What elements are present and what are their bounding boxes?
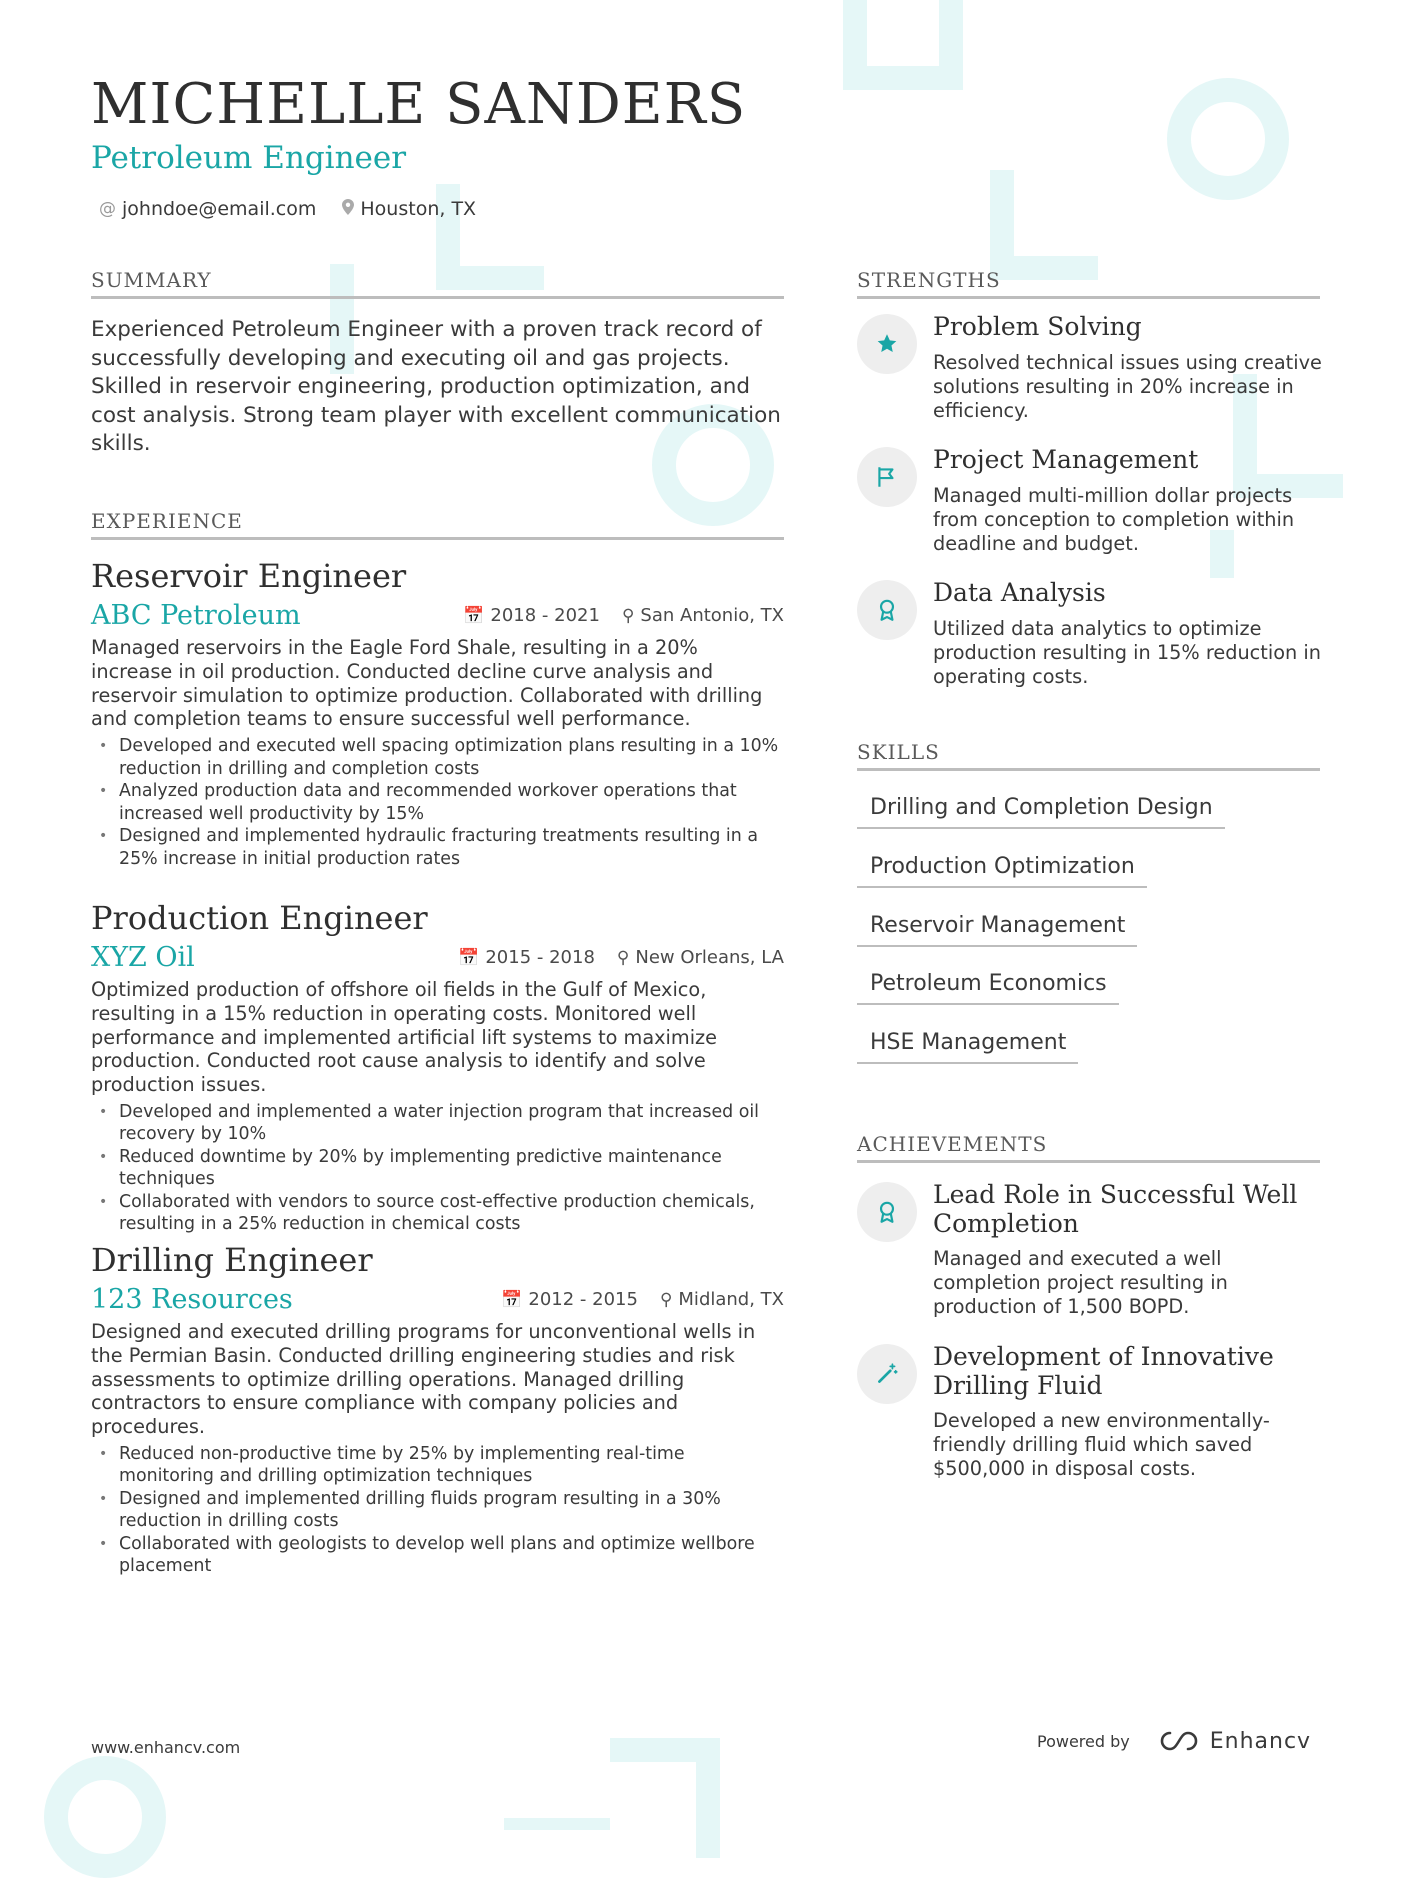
location-pin-icon: ⚲ — [621, 605, 635, 626]
job-title: Production Engineer — [91, 899, 428, 937]
calendar-icon: 📅 — [463, 605, 485, 626]
job-description: Designed and executed drilling programs for unconventional wells in the Permian Basin. Conducted drilling engineering studies and risk assessments to optimize drilling operations. Managed drilling contractors to ensure compliance with company policies and procedures. — [91, 1320, 756, 1439]
award-icon — [857, 1182, 917, 1242]
bullet-item: • Reduced downtime by 20% by implementing predictive maintenance techniques — [91, 1146, 784, 1191]
section-title-skills: SKILLS — [857, 740, 1320, 771]
enhancv-logo-icon — [1156, 1728, 1202, 1754]
section-title-strengths: STRENGTHS — [857, 268, 1320, 299]
job-description: Optimized production of offshore oil fields in the Gulf of Mexico, resulting in a 15% reduction in operating costs. Monitored well performance and implemented artificial lift systems to maximize production. Conducted root cause analysis to identify and solve production issues. — [91, 978, 718, 1097]
skill-tag: Production Optimization — [857, 854, 1147, 888]
contact-info — [99, 198, 476, 220]
calendar-icon: 📅 — [501, 1289, 523, 1310]
achievement-description: Developed a new environmentally-friendly drilling fluid which saved $500,000 in disposal costs. — [933, 1409, 1270, 1480]
company-name: ABC Petroleum — [91, 599, 301, 631]
contact-location — [342, 198, 476, 220]
company-name: 123 Resources — [91, 1283, 293, 1315]
experience-entry — [91, 898, 784, 1236]
brand-name: Enhancv — [1209, 1728, 1312, 1754]
bullet-item: • Collaborated with vendors to source cost-effective production chemicals, resulting in a 25% reduction in chemical costs — [91, 1191, 784, 1236]
bullet-item: • Analyzed production data and recommended workover operations that increased well productivity by 15% — [91, 780, 784, 825]
decor-ring-top — [1167, 78, 1289, 200]
bullet-item: • Developed and executed well spacing optimization plans resulting in a 10% reduction in drilling and completion costs — [91, 735, 784, 780]
achievement-description: Managed and executed a well completion project resulting in production of 1,500 BOPD. — [933, 1247, 1228, 1318]
experience-entry — [91, 1240, 784, 1578]
strength-item — [857, 578, 1321, 688]
job-description: Managed reservoirs in the Eagle Ford Shale, resulting in a 20% increase in oil production. Conducted decline curve analysis and reservoir simulation to optimize production. Collaborated with drilling and completion teams to ensure successful well performance. — [91, 636, 763, 731]
job-bullets — [91, 1443, 784, 1578]
skill-tag: Petroleum Economics — [857, 971, 1119, 1005]
decor-bar-bottom — [504, 1818, 610, 1830]
bullet-item: • Designed and implemented hydraulic fracturing treatments resulting in a 25% increase in initial production rates — [91, 825, 784, 870]
location-pin-icon: ⚲ — [659, 1289, 673, 1310]
decor-square-top — [843, 0, 963, 90]
candidate-role: Petroleum Engineer — [91, 140, 407, 176]
company-name: XYZ Oil — [91, 941, 195, 973]
magic-wand-icon — [857, 1344, 917, 1404]
email-text: johndoe@email.com — [122, 198, 317, 220]
strength-item — [857, 312, 1322, 422]
bullet-item: • Designed and implemented drilling fluids program resulting in a 30% reduction in drilling costs — [91, 1488, 784, 1533]
achievement-item — [857, 1180, 1317, 1320]
job-dates: 📅 2012 - 2015 — [501, 1288, 638, 1310]
achievement-title: Development of Innovative Drilling Fluid — [933, 1342, 1274, 1400]
at-icon: @ — [99, 199, 116, 219]
strength-title: Problem Solving — [933, 312, 1142, 341]
job-dates: 📅 2018 - 2021 — [463, 604, 600, 626]
bullet-item: • Developed and implemented a water injection program that increased oil recovery by 10% — [91, 1101, 784, 1146]
location-text: Houston, TX — [360, 198, 477, 220]
strength-title: Data Analysis — [933, 578, 1106, 607]
section-title-achievements: ACHIEVEMENTS — [857, 1132, 1320, 1163]
strength-description: Managed multi-million dollar projects from conception to completion within deadline and budget. — [933, 484, 1295, 555]
decor-ring-bottom — [44, 1756, 166, 1878]
section-title-experience: EXPERIENCE — [91, 509, 784, 540]
job-location: ⚲ Midland, TX — [659, 1288, 784, 1310]
achievement-title: Lead Role in Successful Well Completion — [933, 1180, 1298, 1238]
footer-branding — [1037, 1728, 1311, 1754]
bullet-item: • Reduced non-productive time by 25% by implementing real-time monitoring and drilling optimization techniques — [91, 1443, 784, 1488]
brand-logo[interactable] — [1156, 1728, 1311, 1754]
award-icon — [857, 580, 917, 640]
strength-title: Project Management — [933, 445, 1199, 474]
job-location: ⚲ San Antonio, TX — [621, 604, 784, 626]
strength-item — [857, 445, 1317, 555]
bullet-item: • Collaborated with geologists to develop well plans and optimize wellbore placement — [91, 1533, 784, 1578]
job-title: Drilling Engineer — [91, 1241, 373, 1279]
decor-square-bottom — [610, 1738, 720, 1858]
job-title: Reservoir Engineer — [91, 557, 407, 595]
location-pin-icon: ⚲ — [616, 947, 630, 968]
star-icon — [857, 314, 917, 374]
location-pin-icon — [342, 199, 354, 220]
strength-description: Utilized data analytics to optimize production resulting in 15% reduction in operating costs. — [933, 617, 1321, 688]
flag-icon — [857, 447, 917, 507]
skill-tag: Drilling and Completion Design — [857, 795, 1225, 829]
skill-tag: HSE Management — [857, 1030, 1078, 1064]
powered-by-text: Powered by — [1037, 1731, 1130, 1751]
candidate-name: MICHELLE SANDERS — [91, 72, 747, 137]
achievement-item — [857, 1342, 1317, 1482]
footer-website[interactable]: www.enhancv.com — [91, 1738, 241, 1757]
job-bullets — [91, 1101, 784, 1236]
skill-tag: Reservoir Management — [857, 913, 1137, 947]
job-dates: 📅 2015 - 2018 — [458, 946, 595, 968]
contact-email[interactable] — [99, 198, 316, 220]
job-location: ⚲ New Orleans, LA — [616, 946, 784, 968]
summary-text: Experienced Petroleum Engineer with a proven track record of successfully developing and executing oil and gas projects. Skilled in reservoir engineering, production optimization, and cost analysis. Strong team player with excellent communication skills. — [91, 317, 781, 456]
strength-description: Resolved technical issues using creative solutions resulting in 20% increase in efficiency. — [933, 351, 1322, 422]
section-title-summary: SUMMARY — [91, 268, 784, 299]
job-bullets — [91, 735, 784, 870]
experience-entry — [91, 556, 784, 870]
calendar-icon: 📅 — [458, 947, 480, 968]
